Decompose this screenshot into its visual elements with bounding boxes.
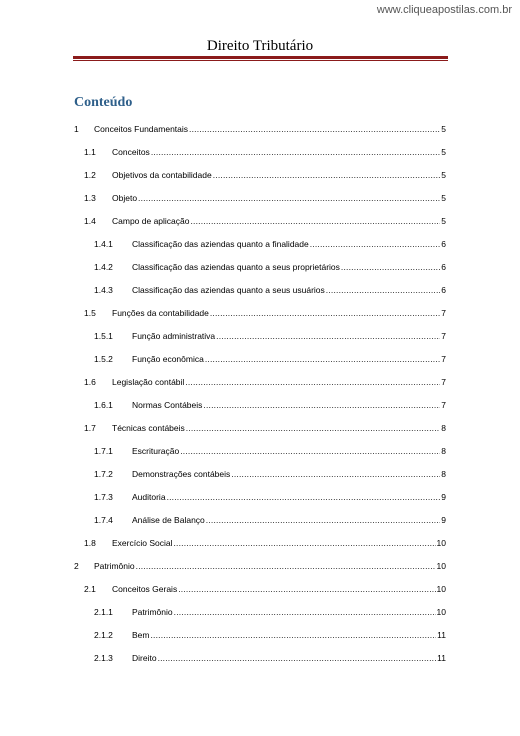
toc-entry-page: 10 [436, 606, 446, 617]
toc-dot-leader [185, 377, 440, 387]
toc-entry-title: Objeto [112, 192, 138, 203]
toc-entry-number: 1.5.1 [94, 330, 113, 341]
toc-dot-leader [167, 492, 441, 502]
site-watermark: www.cliqueapostilas.com.br [376, 4, 512, 16]
title-rule-thin [73, 60, 448, 61]
toc-entry-page: 6 [441, 238, 446, 249]
toc-entry-title: Conceitos Fundamentais [94, 123, 189, 134]
toc-entry-title: Objetivos da contabilidade [112, 169, 212, 180]
toc-entry-page: 7 [441, 399, 446, 410]
toc-entry-title: Auditoria [132, 491, 166, 502]
toc-entry[interactable] [74, 416, 446, 439]
toc-entry-title: Análise de Balanço [132, 514, 205, 525]
toc-heading: Conteúdo [74, 95, 133, 110]
toc-dot-leader [186, 423, 441, 433]
toc-entry-number: 1.2 [84, 169, 96, 180]
toc-entry-number: 1.7.1 [94, 445, 113, 456]
toc-entry-number: 2.1 [84, 583, 96, 594]
toc-entry-number: 1.4.3 [94, 284, 113, 295]
toc-dot-leader [205, 354, 440, 364]
toc-entry-title: Patrimônio [132, 606, 173, 617]
toc-entry-title: Funções da contabilidade [112, 307, 209, 318]
toc-entry-page: 8 [441, 468, 446, 479]
toc-entry-number: 1.1 [84, 146, 96, 157]
toc-entry-title: Campo de aplicação [112, 215, 190, 226]
toc-dot-leader [136, 561, 436, 571]
toc-entry[interactable] [74, 232, 446, 255]
toc-entry-page: 7 [441, 307, 446, 318]
toc-entry-number: 2.1.3 [94, 652, 113, 663]
toc-dot-leader [180, 446, 440, 456]
title-rule [73, 56, 448, 59]
toc-dot-leader [138, 193, 440, 203]
toc-entry[interactable] [74, 278, 446, 301]
toc-entry-page: 10 [436, 537, 446, 548]
toc-dot-leader [310, 239, 441, 249]
toc-dot-leader [158, 653, 437, 663]
toc-entry[interactable] [74, 255, 446, 278]
toc-dot-leader [151, 147, 440, 157]
toc-entry-number: 1.6.1 [94, 399, 113, 410]
toc-entry[interactable] [74, 531, 446, 554]
toc-entry-title: Conceitos Gerais [112, 583, 178, 594]
toc-entry-title: Classificação das aziendas quanto a seus proprietários [132, 261, 340, 272]
toc-entry-page: 9 [441, 491, 446, 502]
toc-entry[interactable] [74, 485, 446, 508]
toc-entry[interactable] [74, 600, 446, 623]
toc-entry-page: 10 [436, 583, 446, 594]
toc-entry[interactable] [74, 439, 446, 462]
toc-dot-leader [203, 400, 440, 410]
toc-entry-number: 1.7.3 [94, 491, 113, 502]
toc-entry-page: 6 [441, 261, 446, 272]
toc-dot-leader [231, 469, 440, 479]
toc-entry-number: 1.6 [84, 376, 96, 387]
toc-entry-number: 2 [74, 560, 79, 571]
toc-entry[interactable] [74, 140, 446, 163]
toc-entry-number: 1.7.2 [94, 468, 113, 479]
toc-entry[interactable] [74, 347, 446, 370]
toc-entry-title: Exercício Social [112, 537, 173, 548]
toc-entry-page: 11 [437, 629, 446, 640]
toc-entry[interactable] [74, 393, 446, 416]
toc-entry[interactable] [74, 554, 446, 577]
toc-entry-title: Função administrativa [132, 330, 216, 341]
toc-entry[interactable] [74, 186, 446, 209]
toc-entry[interactable] [74, 117, 446, 140]
toc-entry[interactable] [74, 508, 446, 531]
toc-entry-title: Patrimônio [94, 560, 135, 571]
toc-dot-leader [326, 285, 440, 295]
toc-entry-page: 8 [441, 422, 446, 433]
toc-entry-number: 1.5 [84, 307, 96, 318]
toc-entry-number: 2.1.1 [94, 606, 113, 617]
toc-entry-number: 1.8 [84, 537, 96, 548]
toc-entry[interactable] [74, 324, 446, 347]
toc-entry-title: Classificação das aziendas quanto a finalidade [132, 238, 309, 249]
toc-entry-page: 7 [441, 376, 446, 387]
toc-entry-page: 7 [441, 330, 446, 341]
toc-entry-page: 6 [441, 284, 446, 295]
toc-entry-number: 1.7 [84, 422, 96, 433]
toc-dot-leader [173, 538, 435, 548]
toc-entry-page: 5 [441, 215, 446, 226]
toc-dot-leader [178, 584, 435, 594]
toc-entry-page: 5 [441, 146, 446, 157]
toc-dot-leader [213, 170, 441, 180]
toc-entry[interactable] [74, 209, 446, 232]
toc-entry-title: Conceitos [112, 146, 150, 157]
toc-entry[interactable] [74, 301, 446, 324]
toc-entry-number: 1.4.1 [94, 238, 113, 249]
toc-entry-title: Classificação das aziendas quanto a seus usuários [132, 284, 325, 295]
toc-entry-page: 10 [436, 560, 446, 571]
toc-entry-title: Demonstrações contábeis [132, 468, 231, 479]
toc-entry-number: 1.4.2 [94, 261, 113, 272]
toc-dot-leader [191, 216, 441, 226]
toc-dot-leader [150, 630, 436, 640]
toc-entry[interactable] [74, 577, 446, 600]
toc-entry-number: 1.4 [84, 215, 96, 226]
toc-entry[interactable] [74, 370, 446, 393]
toc-entry-page: 9 [441, 514, 446, 525]
toc-entry-title: Técnicas contábeis [112, 422, 185, 433]
toc-dot-leader [189, 124, 440, 134]
toc-dot-leader [341, 262, 440, 272]
document-title: Direito Tributário [206, 38, 314, 54]
toc-entry-title: Bem [132, 629, 150, 640]
toc-entry-title: Normas Contábeis [132, 399, 203, 410]
toc-dot-leader [206, 515, 440, 525]
toc-entry-title: Função econômica [132, 353, 204, 364]
toc-entry-number: 2.1.2 [94, 629, 113, 640]
toc-entry[interactable] [74, 462, 446, 485]
toc-entry-number: 1 [74, 123, 79, 134]
toc-entry-page: 7 [441, 353, 446, 364]
toc-entry[interactable] [74, 163, 446, 186]
toc-entry-page: 5 [441, 192, 446, 203]
toc-entry-page: 11 [437, 652, 446, 663]
toc-entry-page: 5 [441, 169, 446, 180]
toc-dot-leader [216, 331, 440, 341]
toc-entry-title: Escrituração [132, 445, 180, 456]
toc-entry-page: 5 [441, 123, 446, 134]
toc-dot-leader [174, 607, 436, 617]
toc-entry[interactable] [74, 623, 446, 646]
toc-entry-page: 8 [441, 445, 446, 456]
toc-entry-title: Legislação contábil [112, 376, 185, 387]
toc-entry-number: 1.5.2 [94, 353, 113, 364]
toc-entry[interactable] [74, 646, 446, 669]
toc-entry-number: 1.3 [84, 192, 96, 203]
toc-entry-number: 1.7.4 [94, 514, 113, 525]
table-of-contents [74, 117, 446, 669]
toc-dot-leader [210, 308, 440, 318]
toc-entry-title: Direito [132, 652, 157, 663]
